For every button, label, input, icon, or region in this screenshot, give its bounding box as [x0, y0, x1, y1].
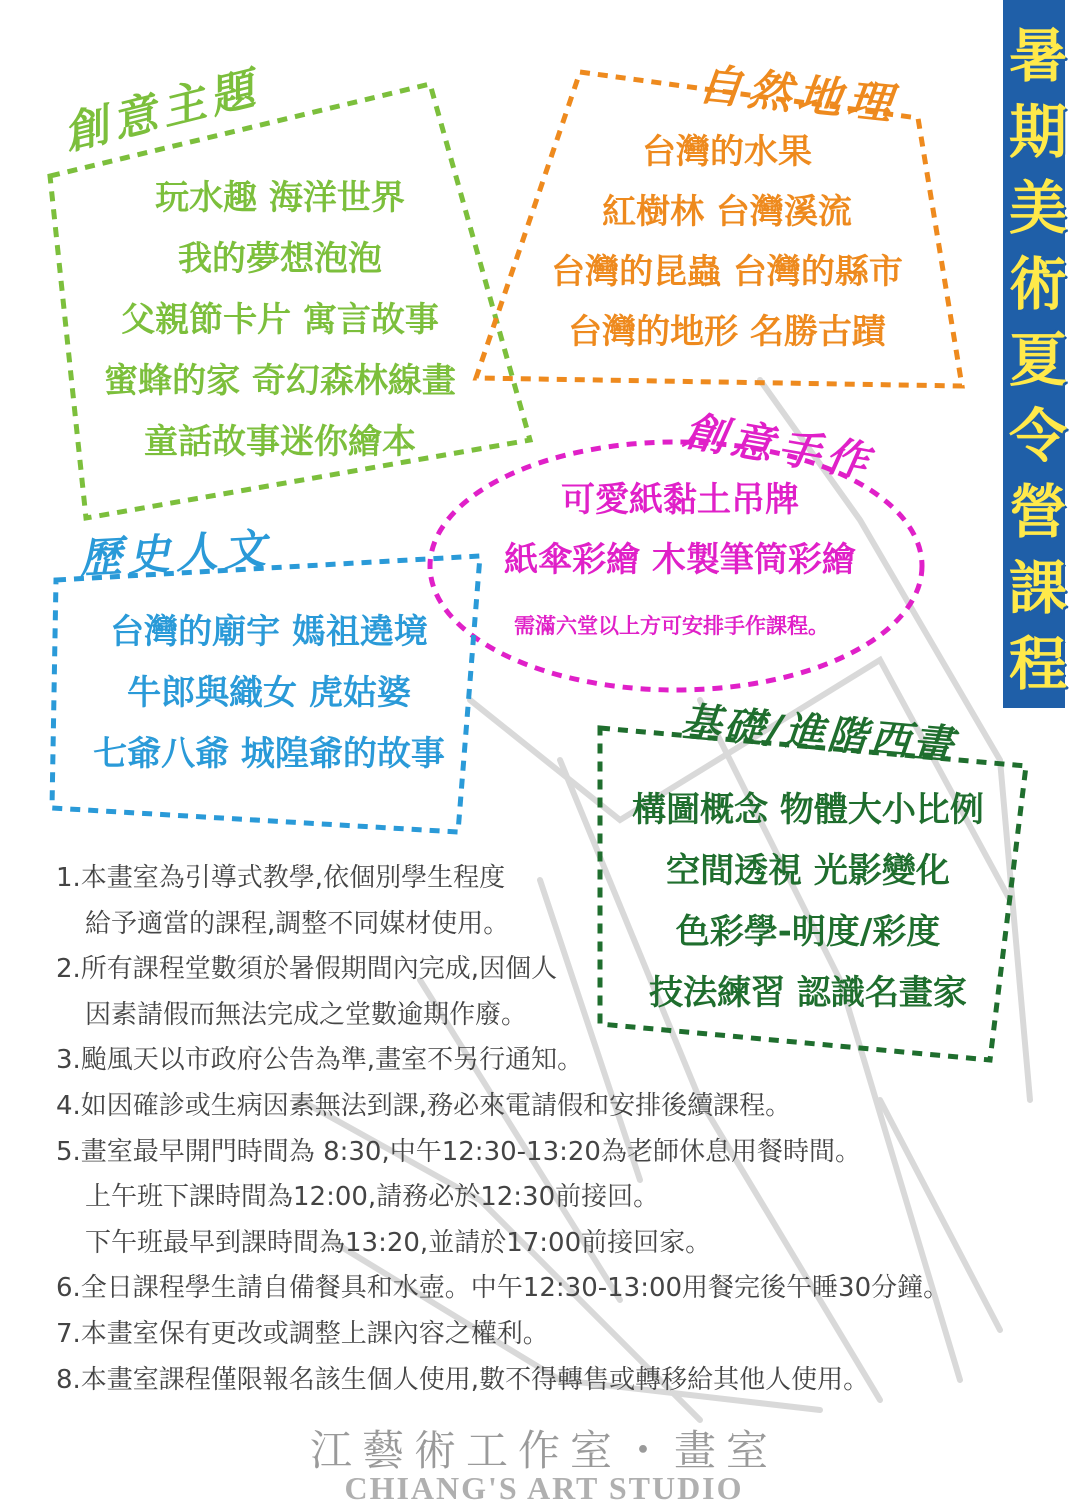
note-line: 6.全日課程學生請自備餐具和水壺。中午12:30-13:00用餐完後午睡30分鐘。 [56, 1273, 950, 1304]
list-item: 我的夢想泡泡 [178, 239, 382, 279]
list-item: 色彩學-明度/彩度 [675, 912, 941, 952]
title-char: 程 [1008, 630, 1067, 698]
note-line: 2.所有課程堂數須於暑假期間內完成,因個人 [56, 954, 558, 985]
note-line: 8.本畫室課程僅限報名該生個人使用,數不得轉售或轉移給其他人使用。 [56, 1364, 870, 1395]
list-item: 構圖概念 物體大小比例 [632, 790, 984, 830]
nature-list [532, 122, 922, 362]
note-line: 上午班下課時間為12:00,請務必於12:30前接回。 [85, 1182, 660, 1213]
list-item: 技法練習 認識名畫家 [649, 973, 967, 1013]
studio-name-chinese: 江藝術工作室・畫室 [309, 1426, 778, 1475]
list-item: 牛郎與織女 虎姑婆 [127, 673, 411, 713]
notes-list [56, 856, 956, 1403]
title-char: 期 [1008, 98, 1067, 166]
title-char: 令 [1008, 402, 1067, 470]
history-list [80, 602, 458, 785]
list-item: 台灣的地形 名勝古蹟 [568, 312, 886, 352]
note-line: 下午班最早到課時間為13:20,並請於17:00前接回家。 [85, 1227, 712, 1258]
title-char: 術 [1008, 250, 1067, 318]
list-item: 可愛紙黏土吊牌 [561, 480, 799, 520]
list-item: 玩水趣 海洋世界 [155, 178, 405, 218]
title-char: 營 [1008, 478, 1067, 546]
title-char: 夏 [1008, 326, 1067, 394]
painting-heading: 基礎/進階西畫 [679, 697, 958, 769]
list-item: 台灣的廟宇 媽祖遶境 [110, 612, 428, 652]
craft-heading: 創意手作 [680, 405, 878, 488]
list-item: 台灣的昆蟲 台灣的縣市 [551, 252, 903, 292]
history-heading: 歷史人文 [78, 523, 273, 583]
list-item: 紙傘彩繪 木製筆筒彩繪 [504, 540, 856, 580]
creative-list [90, 168, 470, 473]
note-line: 給予適當的課程,調整不同媒材使用。 [85, 908, 510, 939]
title-char: 暑 [1008, 22, 1067, 90]
note-line: 5.畫室最早開門時間為 8:30,中午12:30-13:20為老師休息用餐時間。 [56, 1136, 861, 1167]
title-char: 美 [1008, 174, 1067, 242]
list-item: 紅樹林 台灣溪流 [602, 192, 852, 232]
note-line: 4.如因確診或生病因素無法到課,務必來電請假和安排後續課程。 [56, 1090, 792, 1121]
craft-note: 需滿六堂以上方可安排手作課程。 [514, 614, 829, 638]
note-line: 3.颱風天以市政府公告為準,畫室不另行通知。 [56, 1045, 584, 1076]
list-item: 父親節卡片 寓言故事 [121, 300, 439, 340]
list-item: 蜜蜂的家 奇幻森林線畫 [104, 361, 456, 401]
list-item: 台灣的水果 [642, 132, 812, 172]
vertical-title [998, 18, 1078, 702]
note-line: 因素請假而無法完成之堂數逾期作廢。 [85, 999, 528, 1030]
craft-list [470, 470, 890, 590]
creative-heading: 創意主題 [58, 62, 266, 161]
title-char: 課 [1008, 554, 1067, 622]
studio-name-english: CHIANG'S ART STUDIO [344, 1470, 744, 1506]
note-line: 1.本畫室為引導式教學,依個別學生程度 [56, 863, 506, 893]
list-item: 七爺八爺 城隍爺的故事 [93, 734, 445, 774]
note-line: 7.本畫室保有更改或調整上課內容之權利。 [56, 1318, 549, 1349]
nature-heading: 自然地理 [695, 58, 900, 131]
list-item: 空間透視 光影變化 [666, 851, 950, 891]
list-item: 童話故事迷你繪本 [144, 422, 416, 462]
